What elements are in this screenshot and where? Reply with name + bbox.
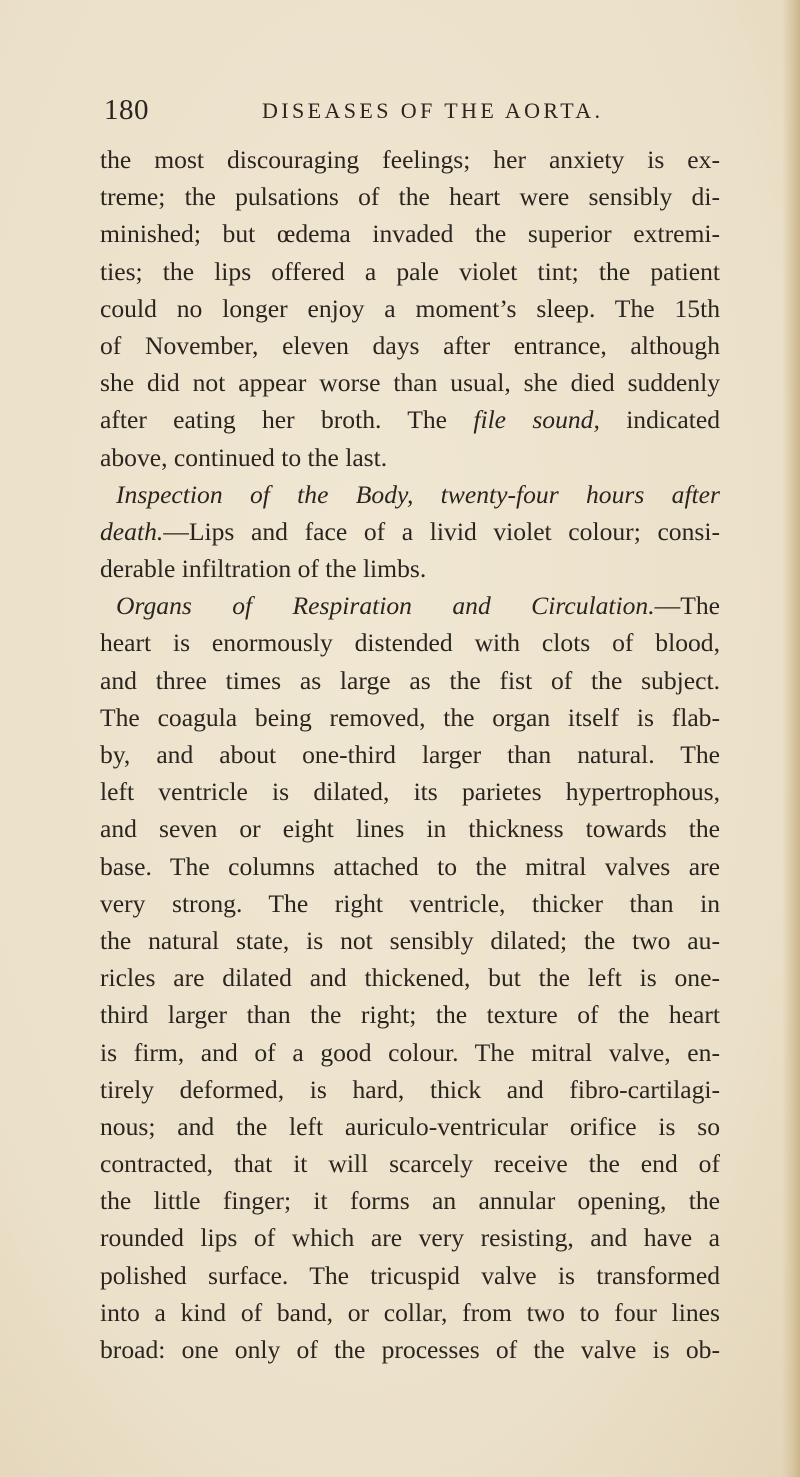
text-line: [100, 996, 720, 1033]
text-segment: and seven or eight lines in thickness towards the: [100, 814, 720, 844]
text-segment: the most discouraging feelings; her anxiety is ex-: [100, 145, 720, 174]
page-edge-shadow: [782, 0, 800, 1477]
text-segment: contracted, that it will scarcely receive the end of: [100, 1149, 720, 1179]
text-line: [100, 550, 720, 587]
text-segment: derable infiltration of the limbs.: [100, 554, 427, 584]
text-segment: left ventricle is dilated, its parietes hypertrophous,: [100, 777, 720, 807]
text-line: [100, 587, 720, 624]
text-segment: third larger than the right; the texture of the heart: [100, 1000, 720, 1030]
text-line: [100, 364, 720, 401]
page-header: [104, 94, 704, 134]
text-line: [100, 699, 720, 736]
text-segment: above, continued to the last.: [100, 442, 388, 472]
text-segment: after eating her broth. The: [100, 405, 474, 435]
text-segment: polished surface. The tricuspid valve is transformed: [100, 1260, 720, 1290]
text-segment: —The: [654, 591, 720, 621]
text-line: [100, 215, 720, 252]
text-line: [100, 1071, 720, 1108]
text-segment: ricles are dilated and thickened, but the left is one-: [100, 963, 720, 993]
text-line: [100, 253, 720, 290]
text-segment: and three times as large as the fist of the subject.: [100, 665, 720, 695]
text-line: [100, 290, 720, 327]
text-segment: very strong. The right ventricle, thicker than in: [100, 888, 720, 918]
text-line: [100, 736, 720, 773]
text-line: [100, 810, 720, 847]
text-line: [100, 141, 720, 178]
text-line: [100, 1294, 720, 1331]
text-segment: indicated: [599, 405, 720, 435]
body-text: [100, 141, 720, 1368]
text-line: [100, 959, 720, 996]
text-segment: minished; but œdema invaded the superior extremi-: [100, 219, 720, 249]
text-line: [100, 1331, 720, 1368]
text-line: [100, 327, 720, 364]
text-segment: nous; and the left auriculo-ventricular orifice is so: [100, 1111, 720, 1141]
text-segment: broad: one only of the processes of the valve is ob-: [100, 1335, 720, 1364]
text-line: [100, 662, 720, 699]
text-segment: tirely deformed, is hard, thick and fibro-cartilagi-: [100, 1074, 720, 1104]
text-line: [100, 513, 720, 550]
text-segment: treme; the pulsations of the heart were sensibly di-: [100, 182, 720, 212]
running-head: DISEASES OF THE AORTA.: [262, 98, 604, 123]
text-segment: the natural state, is not sensibly dilated; the two au-: [100, 925, 720, 955]
text-line: [100, 848, 720, 885]
text-line: [100, 1219, 720, 1256]
text-segment: base. The columns attached to the mitral valves are: [100, 851, 720, 881]
text-line: [100, 773, 720, 810]
text-line: [100, 1145, 720, 1182]
text-line: [100, 922, 720, 959]
text-segment: into a kind of band, or collar, from two to four lines: [100, 1297, 720, 1327]
page-number: 180: [104, 94, 149, 126]
text-segment: is firm, and of a good colour. The mitral valve, en-: [100, 1037, 720, 1067]
text-segment: of November, eleven days after entrance, although: [100, 330, 720, 360]
text-line: [100, 178, 720, 215]
text-segment: she did not appear worse than usual, she died suddenly: [100, 368, 720, 398]
italic-text-segment: file sound,: [473, 405, 600, 435]
text-segment: heart is enormously distended with clots of blood,: [100, 628, 720, 658]
text-segment: the little finger; it forms an annular opening, the: [100, 1186, 720, 1216]
text-segment: by, and about one-third larger than natural. The: [100, 740, 720, 769]
italic-text-segment: Inspection of the Body, twenty-four hours after: [116, 479, 720, 509]
text-segment: ties; the lips offered a pale violet tint; the patient: [100, 256, 720, 286]
text-line: [100, 401, 720, 438]
text-segment: rounded lips of which are very resisting, and have a: [100, 1223, 720, 1253]
text-line: [100, 1257, 720, 1294]
text-segment: could no longer enjoy a moment’s sleep. The 15th: [100, 293, 720, 323]
italic-text-segment: death.: [100, 516, 164, 546]
text-line: [100, 1108, 720, 1145]
text-segment: The coagula being removed, the organ itself is flab-: [100, 702, 720, 732]
text-line: [100, 1034, 720, 1071]
text-line: [100, 1182, 720, 1219]
text-line: [100, 476, 720, 513]
text-segment: —Lips and face of a livid violet colour; consi-: [163, 516, 720, 546]
text-line: [100, 624, 720, 661]
italic-text-segment: Organs of Respiration and Circulation.: [116, 591, 655, 621]
text-line: [100, 439, 720, 476]
text-line: [100, 885, 720, 922]
